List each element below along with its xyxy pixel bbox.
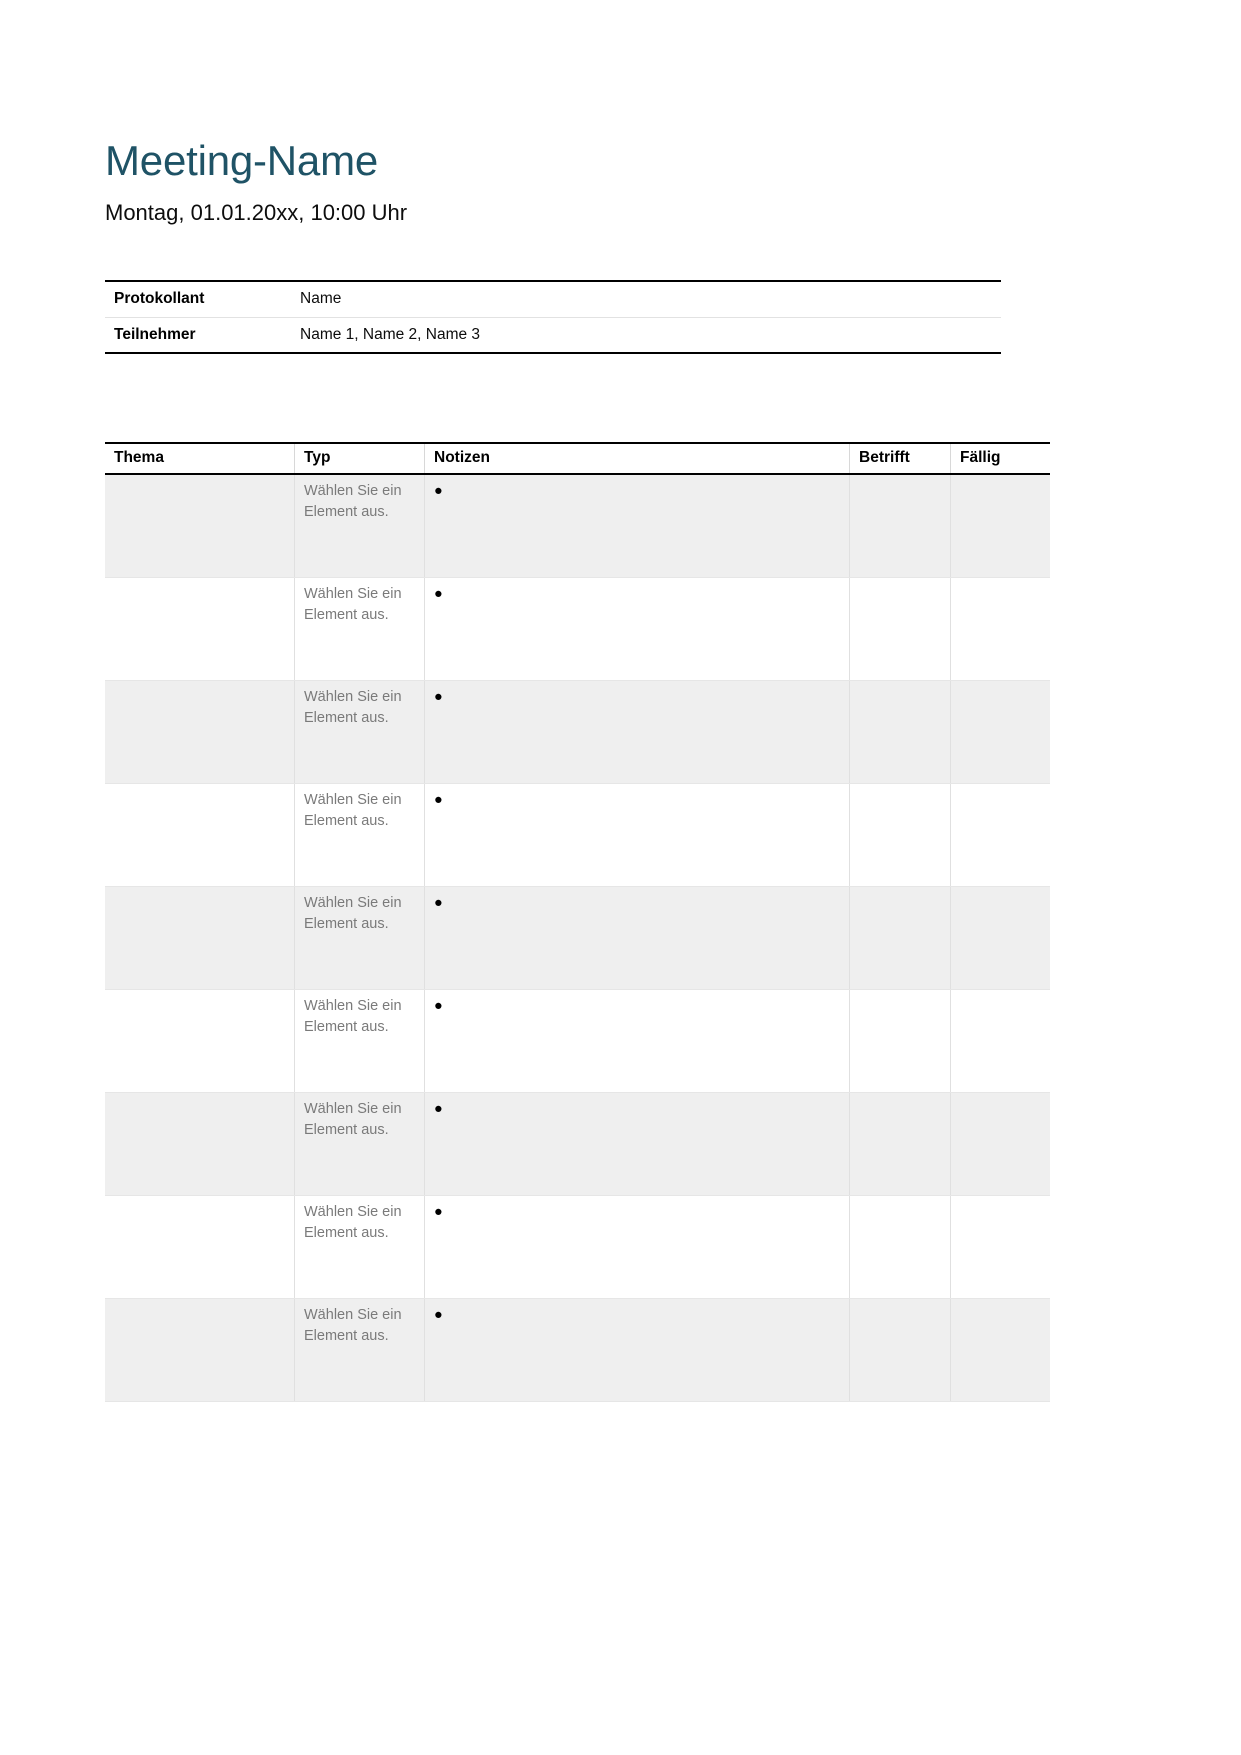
cell-notizen[interactable]	[425, 1196, 850, 1299]
typ-placeholder-text: Wählen Sie ein Element aus.	[304, 586, 402, 624]
table-row	[105, 784, 1050, 887]
metadata-label-protokollant: Protokollant	[105, 281, 294, 317]
notizen-bullet: ●	[434, 895, 443, 912]
cell-betrifft[interactable]	[850, 784, 951, 887]
cell-betrifft[interactable]	[850, 887, 951, 990]
cell-betrifft[interactable]	[850, 474, 951, 578]
cell-thema[interactable]	[105, 578, 295, 681]
typ-placeholder-text: Wählen Sie ein Element aus.	[304, 792, 402, 830]
meeting-metadata-table	[105, 280, 1001, 355]
table-row	[105, 474, 1050, 578]
cell-notizen[interactable]	[425, 1093, 850, 1196]
notizen-bullet: ●	[434, 1307, 443, 1324]
cell-thema[interactable]	[105, 784, 295, 887]
typ-placeholder-text: Wählen Sie ein Element aus.	[304, 998, 402, 1036]
cell-notizen[interactable]	[425, 578, 850, 681]
table-row	[105, 887, 1050, 990]
typ-placeholder-text: Wählen Sie ein Element aus.	[304, 1101, 402, 1139]
cell-notizen[interactable]	[425, 784, 850, 887]
cell-notizen[interactable]	[425, 1299, 850, 1402]
cell-thema[interactable]	[105, 681, 295, 784]
table-row	[105, 317, 1001, 353]
table-row	[105, 681, 1050, 784]
page-title: Meeting-Name	[105, 137, 379, 184]
cell-betrifft[interactable]	[850, 1196, 951, 1299]
header-row	[105, 443, 1050, 474]
cell-faellig[interactable]	[951, 474, 1051, 578]
notizen-bullet: ●	[434, 1101, 443, 1118]
column-header-faellig: Fällig	[951, 443, 1051, 474]
typ-placeholder-text: Wählen Sie ein Element aus.	[304, 1204, 402, 1242]
metadata-label-teilnehmer: Teilnehmer	[105, 317, 294, 353]
agenda-table-body	[105, 474, 1050, 1402]
cell-typ[interactable]	[295, 1093, 425, 1196]
cell-betrifft[interactable]	[850, 578, 951, 681]
cell-faellig[interactable]	[951, 1196, 1051, 1299]
cell-faellig[interactable]	[951, 681, 1051, 784]
cell-faellig[interactable]	[951, 887, 1051, 990]
meeting-datetime: Montag, 01.01.20xx, 10:00 Uhr	[105, 200, 408, 226]
typ-placeholder-text: Wählen Sie ein Element aus.	[304, 895, 402, 933]
cell-typ[interactable]	[295, 1196, 425, 1299]
notizen-bullet: ●	[434, 998, 443, 1015]
cell-faellig[interactable]	[951, 1299, 1051, 1402]
notizen-bullet: ●	[434, 586, 443, 603]
typ-placeholder-text: Wählen Sie ein Element aus.	[304, 483, 402, 521]
column-header-notizen: Notizen	[425, 443, 850, 474]
cell-typ[interactable]	[295, 990, 425, 1093]
cell-thema[interactable]	[105, 1196, 295, 1299]
cell-thema[interactable]	[105, 1093, 295, 1196]
table-row	[105, 990, 1050, 1093]
cell-thema[interactable]	[105, 1299, 295, 1402]
table-row	[105, 1196, 1050, 1299]
cell-faellig[interactable]	[951, 1093, 1051, 1196]
cell-faellig[interactable]	[951, 578, 1051, 681]
cell-thema[interactable]	[105, 474, 295, 578]
cell-notizen[interactable]	[425, 681, 850, 784]
agenda-table	[105, 442, 1050, 1402]
metadata-body	[105, 281, 1001, 354]
column-header-betrifft: Betrifft	[850, 443, 951, 474]
cell-betrifft[interactable]	[850, 990, 951, 1093]
table-row	[105, 281, 1001, 317]
cell-typ[interactable]	[295, 1299, 425, 1402]
cell-betrifft[interactable]	[850, 1093, 951, 1196]
typ-placeholder-text: Wählen Sie ein Element aus.	[304, 689, 402, 727]
cell-typ[interactable]	[295, 681, 425, 784]
metadata-value-protokollant[interactable]: Name	[294, 281, 1001, 317]
cell-notizen[interactable]	[425, 474, 850, 578]
cell-typ[interactable]	[295, 578, 425, 681]
column-header-typ: Typ	[295, 443, 425, 474]
cell-notizen[interactable]	[425, 887, 850, 990]
typ-placeholder-text: Wählen Sie ein Element aus.	[304, 1307, 402, 1345]
table-row	[105, 1299, 1050, 1402]
notizen-bullet: ●	[434, 689, 443, 706]
cell-betrifft[interactable]	[850, 1299, 951, 1402]
cell-typ[interactable]	[295, 474, 425, 578]
notizen-bullet: ●	[434, 483, 443, 500]
notizen-bullet: ●	[434, 1204, 443, 1221]
notizen-bullet: ●	[434, 792, 443, 809]
cell-notizen[interactable]	[425, 990, 850, 1093]
table-row	[105, 1093, 1050, 1196]
metadata-value-teilnehmer[interactable]: Name 1, Name 2, Name 3	[294, 317, 1001, 353]
agenda-table-header	[105, 443, 1050, 474]
cell-typ[interactable]	[295, 887, 425, 990]
cell-typ[interactable]	[295, 784, 425, 887]
column-header-thema: Thema	[105, 443, 295, 474]
cell-thema[interactable]	[105, 887, 295, 990]
cell-betrifft[interactable]	[850, 681, 951, 784]
table-row	[105, 578, 1050, 681]
cell-thema[interactable]	[105, 990, 295, 1093]
cell-faellig[interactable]	[951, 784, 1051, 887]
cell-faellig[interactable]	[951, 990, 1051, 1093]
document-content	[105, 0, 1001, 1402]
